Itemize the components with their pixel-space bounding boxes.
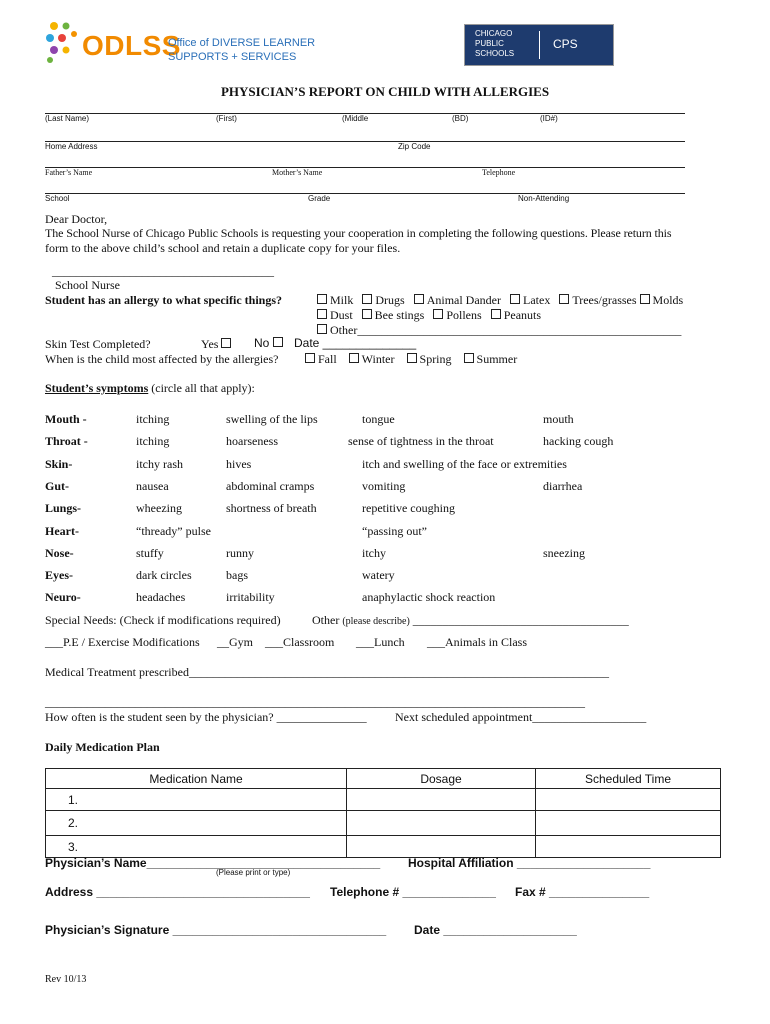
label-middle: (Middle	[342, 114, 369, 123]
checkbox-trees-grasses[interactable]: Trees/grasses	[559, 293, 636, 307]
symptom-area-label: Skin-	[45, 456, 73, 471]
checkbox-pollens[interactable]: Pollens	[433, 308, 481, 322]
symptom-area-label: Mouth -	[45, 412, 87, 426]
symptom-area-label: Gut-	[45, 478, 69, 493]
nurse-signer: School Nurse	[55, 278, 120, 292]
label-id: (ID#)	[540, 114, 558, 123]
label-home-address: Home Address	[45, 142, 98, 151]
symptom-option[interactable]: hoarseness	[226, 434, 278, 449]
odlss-text: ODLSS	[82, 30, 181, 61]
odlss-subtitle-1: Office of DIVERSE LEARNER	[168, 37, 316, 49]
symptom-option[interactable]: itchy rash	[136, 456, 183, 471]
medication-header-row	[46, 769, 721, 789]
skin-test-yes[interactable]: Yes	[201, 337, 234, 352]
symptom-option[interactable]: dark circles	[136, 568, 192, 583]
symptom-option[interactable]: tongue	[362, 412, 395, 426]
scheduled-time-cell[interactable]	[536, 836, 721, 858]
symptom-option[interactable]: nausea	[136, 478, 169, 493]
symptom-area-label: Throat -	[45, 434, 88, 449]
checkbox-latex[interactable]: Latex	[510, 293, 550, 307]
symptoms-heading	[45, 381, 255, 396]
medication-name-cell[interactable]: 1.	[46, 789, 347, 811]
school-line[interactable]	[45, 193, 685, 194]
symptom-option[interactable]: runny	[226, 545, 254, 560]
address-line[interactable]	[45, 141, 685, 142]
skin-test-date[interactable]: Date ______________	[294, 336, 417, 350]
checkbox-dust[interactable]: Dust	[317, 308, 353, 322]
label-last-name: (Last Name)	[45, 114, 90, 123]
symptom-option[interactable]: sense of tightness in the throat	[348, 434, 494, 449]
label-telephone: Telephone	[482, 168, 516, 177]
label-bd: (BD)	[452, 114, 469, 123]
symptom-option[interactable]: hacking cough	[543, 434, 614, 449]
letter-greeting: Dear Doctor,	[45, 212, 108, 226]
med-plan-heading: Daily Medication Plan	[45, 740, 160, 754]
parents-line[interactable]	[45, 167, 685, 168]
label-fathers-name: Father’s Name	[45, 168, 93, 177]
checkbox-molds[interactable]: Molds	[640, 293, 684, 307]
allergy-question: Student has an allergy to what specific things?	[45, 293, 283, 307]
season-options	[305, 352, 517, 367]
label-grade: Grade	[308, 194, 331, 203]
checkbox-fall[interactable]: Fall	[305, 352, 337, 366]
cps-divider	[539, 31, 540, 59]
revision-footer: Rev 10/13	[45, 974, 87, 985]
symptom-option[interactable]: swelling of the lips	[226, 412, 318, 426]
hospital-affiliation-field[interactable]: Hospital Affiliation ____________________	[408, 856, 651, 870]
symptom-option[interactable]: hives	[226, 456, 252, 471]
checkbox-winter[interactable]: Winter	[349, 352, 395, 366]
physician-name-field[interactable]: Physician’s Name___________________________________	[45, 856, 381, 870]
header-medication-name: Medication Name	[46, 769, 347, 789]
allergy-other[interactable]: Other______________________________________________________	[317, 323, 681, 338]
odlss-dots-icon	[44, 20, 80, 64]
mod-animals[interactable]: ___Animals in Class	[427, 635, 528, 649]
label-non-attending: Non-Attending	[518, 194, 570, 203]
symptom-option[interactable]: watery	[362, 568, 395, 583]
cps-line-2: PUBLIC	[475, 39, 504, 48]
symptom-option[interactable]: stuffy	[136, 545, 164, 560]
season-label: When is the child most affected by the allergies?	[45, 352, 279, 366]
symptom-option[interactable]: “thready” pulse	[136, 523, 211, 538]
checkbox-bee-stings[interactable]: Bee stings	[362, 308, 425, 322]
symptom-option[interactable]: irritability	[226, 590, 275, 605]
skin-test-label: Skin Test Completed?	[45, 337, 151, 351]
physician-telephone-field[interactable]: Telephone # ______________	[330, 885, 496, 899]
cps-abbrev: CPS	[553, 37, 578, 51]
checkbox-summer[interactable]: Summer	[464, 352, 518, 366]
symptom-option[interactable]: shortness of breath	[226, 501, 317, 516]
symptom-area-label: Nose-	[45, 545, 74, 560]
physician-fax-field[interactable]: Fax # _______________	[515, 885, 650, 899]
symptom-option[interactable]: mouth	[543, 412, 574, 426]
cps-line-1: CHICAGO	[475, 29, 513, 38]
header-dosage: Dosage	[347, 769, 536, 789]
nurse-signature-line[interactable]: _____________________________________	[52, 264, 274, 278]
print-note: (Please print or type)	[216, 868, 291, 877]
symptom-option[interactable]: headaches	[136, 590, 186, 605]
dosage-cell[interactable]	[347, 789, 536, 811]
skin-test-no[interactable]: No	[254, 336, 286, 350]
mod-gym[interactable]: __Gym	[217, 635, 253, 649]
label-mothers-name: Mother’s Name	[272, 168, 323, 177]
mod-pe[interactable]: ___P.E / Exercise Modifications	[45, 635, 200, 649]
symptom-option[interactable]: wheezing	[136, 501, 182, 516]
form-title: PHYSICIAN’S REPORT ON CHILD WITH ALLERGIES	[220, 84, 550, 99]
symptom-option[interactable]: diarrhea	[543, 478, 583, 493]
cps-line-3: SCHOOLS	[475, 49, 515, 58]
checkbox-animal-dander[interactable]: Animal Dander	[414, 293, 501, 307]
medication-table	[45, 768, 721, 858]
symptoms-title: Student’s symptoms	[45, 381, 149, 395]
allergy-row-2	[317, 308, 541, 323]
header-scheduled-time: Scheduled Time	[536, 769, 721, 789]
symptom-option[interactable]: abdominal cramps	[226, 478, 315, 493]
medication-row[interactable]	[46, 836, 721, 858]
symptom-option[interactable]: itchy	[362, 545, 386, 560]
medication-row[interactable]	[46, 789, 721, 811]
symptom-option[interactable]: itch and swelling of the face or extremities	[362, 456, 567, 471]
dosage-cell[interactable]	[347, 836, 536, 858]
checkbox-peanuts[interactable]: Peanuts	[491, 308, 541, 322]
special-needs-other[interactable]: Other (please describe) ____________________________________	[312, 613, 629, 627]
symptom-option[interactable]: anaphylactic shock reaction	[362, 590, 496, 605]
medication-name-cell[interactable]: 3.	[46, 836, 347, 858]
symptom-area-label: Neuro-	[45, 590, 81, 605]
symptom-option[interactable]: itching	[136, 412, 170, 426]
odlss-subtitle-2: SUPPORTS + SERVICES	[168, 51, 297, 63]
cps-logo	[464, 24, 614, 66]
symptom-option[interactable]: repetitive coughing	[362, 501, 455, 516]
mod-lunch[interactable]: ___Lunch	[356, 635, 405, 649]
physician-signature-field[interactable]: Physician’s Signature ________________________________	[45, 923, 387, 937]
symptom-area-label: Eyes-	[45, 568, 73, 583]
letter-line-1: The School Nurse of Chicago Public Schools is requesting your cooperation in completing the following questions. Please return this	[45, 226, 672, 240]
checkbox-milk[interactable]: Milk	[317, 293, 353, 307]
special-needs-label: Special Needs: (Check if modifications required)	[45, 613, 281, 627]
symptom-option[interactable]: bags	[226, 568, 248, 583]
label-first: (First)	[216, 114, 237, 123]
label-zip-code: Zip Code	[398, 142, 431, 151]
symptom-area-label: Heart-	[45, 523, 79, 538]
odlss-logo	[44, 20, 316, 70]
physician-address-field[interactable]: Address ________________________________	[45, 885, 310, 899]
mod-classroom[interactable]: ___Classroom	[265, 635, 335, 649]
medication-name-cell[interactable]: 2.	[46, 811, 347, 836]
treatment-line-2[interactable]: __________________________________________________________________________________________	[45, 695, 585, 709]
treatment-label[interactable]: Medical Treatment prescribed______________________________________________________________________	[45, 665, 609, 679]
symptom-option[interactable]: sneezing	[543, 545, 585, 560]
symptoms-note: (circle all that apply):	[151, 381, 255, 395]
symptom-option[interactable]: vomiting	[362, 478, 406, 493]
letter-line-2: form to the above child’s school and retain a duplicate copy for your files.	[45, 241, 401, 255]
scheduled-time-cell[interactable]	[536, 811, 721, 836]
visit-frequency[interactable]: How often is the student seen by the physician? _______________	[45, 710, 367, 724]
signature-date-field[interactable]: Date ____________________	[414, 923, 577, 937]
symptom-area-label: Lungs-	[45, 501, 82, 516]
dosage-cell[interactable]	[347, 811, 536, 836]
label-school: School	[45, 194, 70, 203]
checkbox-spring[interactable]: Spring	[407, 352, 452, 366]
symptom-option[interactable]: itching	[136, 434, 170, 449]
next-appointment[interactable]: Next scheduled appointment___________________	[395, 710, 647, 724]
allergy-row-1	[317, 293, 683, 308]
scheduled-time-cell[interactable]	[536, 789, 721, 811]
medication-row[interactable]	[46, 811, 721, 836]
checkbox-drugs[interactable]: Drugs	[362, 293, 404, 307]
symptom-option[interactable]: “passing out”	[362, 523, 427, 538]
